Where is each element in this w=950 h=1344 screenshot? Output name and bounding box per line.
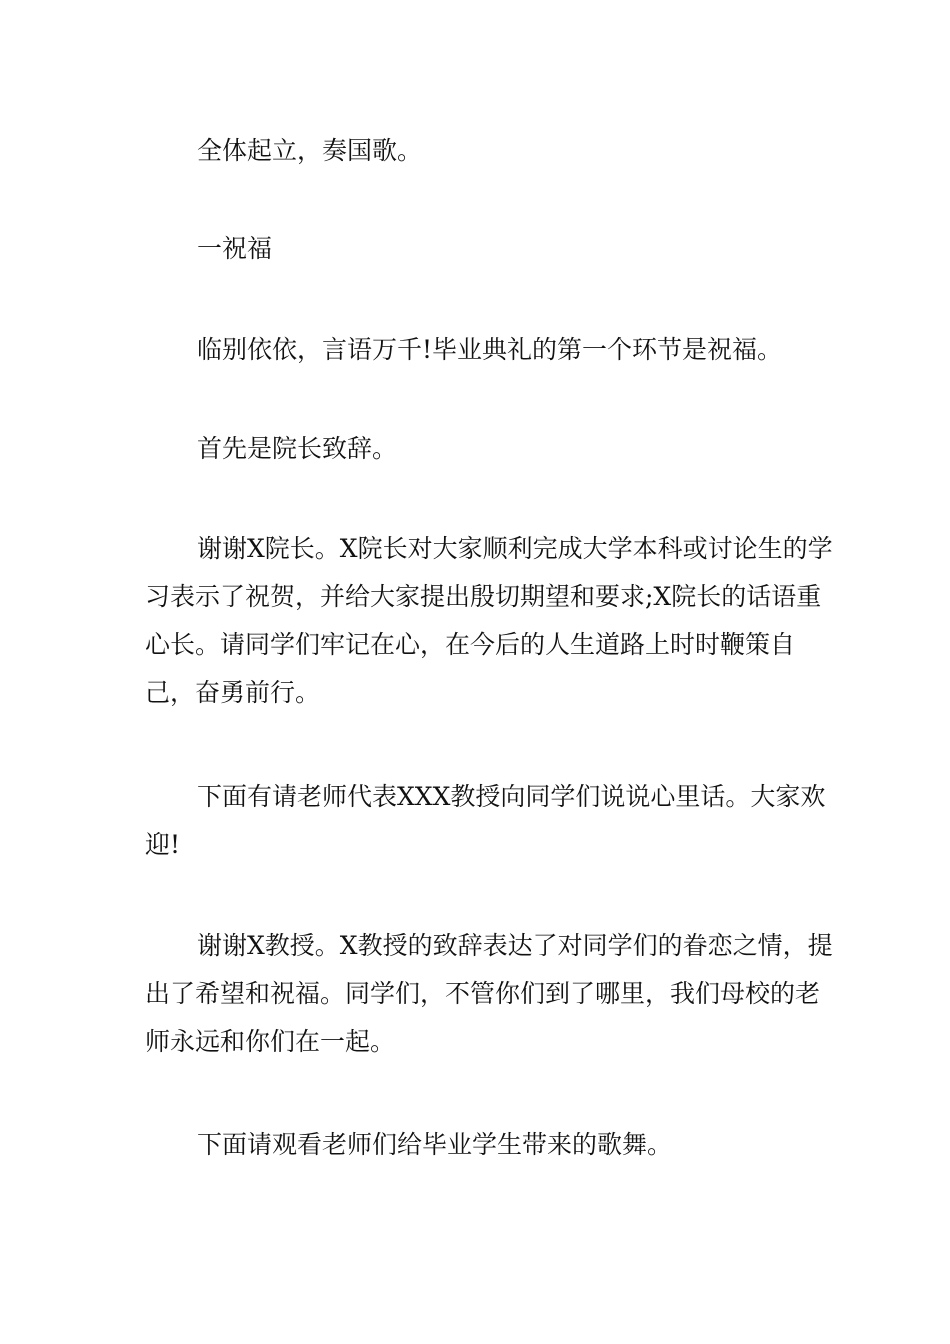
paragraph-national-anthem: 全体起立，奏国歌。 [197,136,423,165]
paragraph-blessing-intro: 临别依依，言语万千!毕业典礼的第一个环节是祝福。 [197,335,783,364]
paragraph-thanks-professor: 谢谢X教授。X教授的致辞表达了对同学们的眷恋之情，提出了希望和祝福。同学们，不管你们到了哪里，我们母校的老师永远和你们在一起。 [145,931,833,1056]
paragraph-thanks-dean: 谢谢X院长。X院长对大家顺利完成大学本科或讨论生的学习表示了祝贺，并给大家提出殷切期望和要求;X院长的话语重心长。请同学们牢记在心，在今后的人生道路上时时鞭策自己，奋勇前行。 [145,534,833,707]
paragraph-teacher-representative: 下面有请老师代表XXX教授向同学们说说心里话。大家欢迎! [145,782,826,859]
section-heading-blessing: 一祝福 [197,234,273,263]
paragraph-dean-speech: 首先是院长致辞。 [197,434,398,463]
paragraph-song-dance: 下面请观看老师们给毕业学生带来的歌舞。 [197,1130,673,1159]
